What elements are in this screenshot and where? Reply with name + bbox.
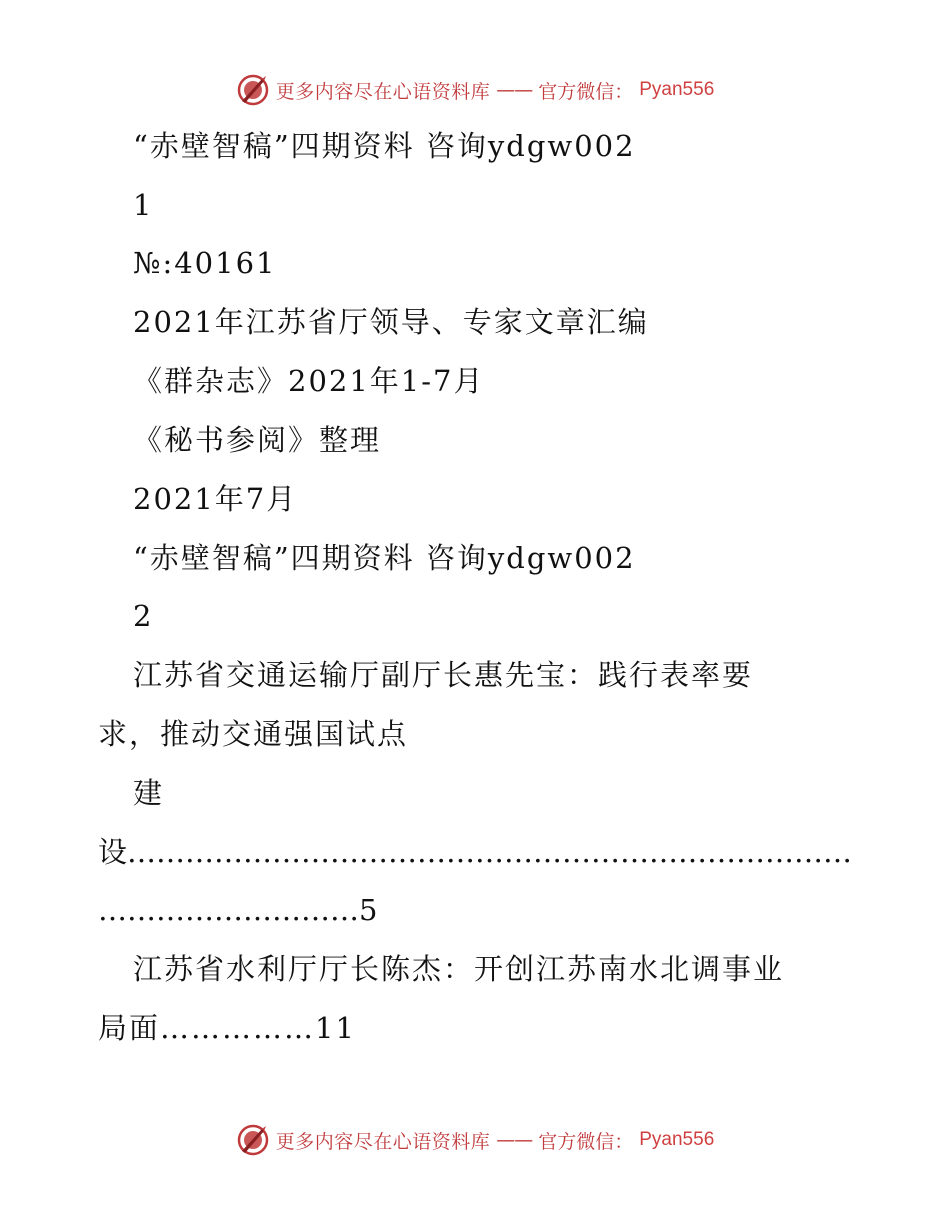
watermark-wechat-id: Pyan556	[639, 79, 715, 100]
toc-entry-line: 求，推动交通强国试点	[98, 717, 409, 751]
date-line: 2021年7月	[133, 482, 298, 516]
watermark-separator: ——	[496, 1129, 533, 1151]
toc-entry-line: 设…………………………………………………………………	[98, 835, 853, 869]
toc-entry-line: 江苏省水利厅厅长陈杰：开创江苏南水北调事业	[133, 952, 785, 986]
quill-seal-icon	[236, 1123, 270, 1157]
page-number: 2	[133, 599, 154, 633]
toc-entry-line: 建	[133, 776, 165, 810]
editor-line: 《秘书参阅》整理	[133, 423, 382, 457]
source-line: 《群杂志》2021年1-7月	[133, 364, 485, 398]
toc-entry-line: 江苏省交通运输厅副厅长惠先宝：践行表率要	[133, 658, 754, 692]
header-line: “赤壁智稿”四期资料 咨询ydgw002	[133, 541, 636, 575]
watermark-separator: ——	[496, 79, 533, 101]
watermark-footer	[0, 1120, 950, 1160]
document-number: №:40161	[133, 246, 277, 280]
watermark-wechat-id: Pyan556	[639, 1129, 715, 1150]
watermark-text: 更多内容尽在心语资料库	[275, 80, 491, 103]
watermark-text: 更多内容尽在心语资料库	[275, 1130, 491, 1153]
document-title: 2021年江苏省厅领导、专家文章汇编	[133, 305, 649, 339]
header-line: “赤壁智稿”四期资料 咨询ydgw002	[133, 129, 636, 163]
watermark-label: 官方微信：	[538, 80, 634, 103]
toc-entry-line: 局面……………11	[98, 1011, 356, 1045]
page-number: 1	[133, 188, 154, 222]
toc-entry-line: ………………………5	[98, 893, 378, 927]
watermark-label: 官方微信：	[538, 1130, 634, 1153]
